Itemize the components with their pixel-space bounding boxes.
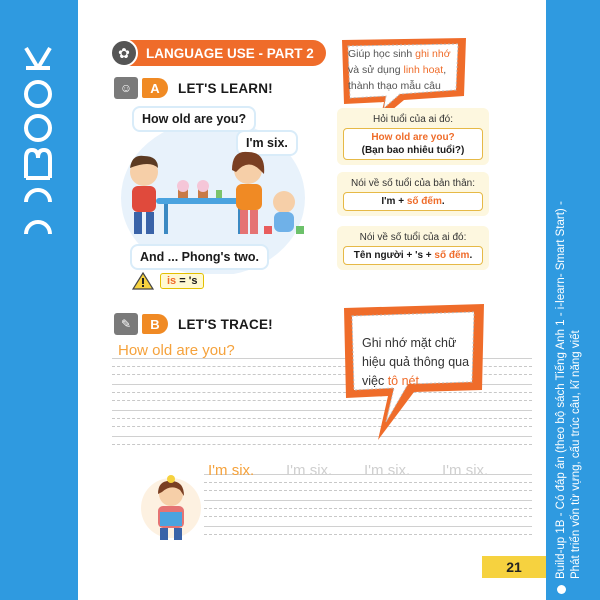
note-2-highlight: tô nét [387,374,419,388]
section-a-letter: A [142,78,168,98]
note-2-text [362,334,474,391]
banner-title: LANGUAGE USE - PART 2 [146,45,314,61]
trace-line [204,508,532,509]
side-caption-line2: Phát triển vốn từ vựng, cấu trúc câu, kĩ năng viết [570,330,582,579]
section-a-title: LET'S LEARN! [178,80,273,96]
trace-text-faded: I'm six. [286,462,333,479]
section-banner [112,40,326,66]
info-card-highlight: số đếm [434,250,470,261]
info-card-ask-age [337,108,489,165]
warning-icon [132,272,154,290]
info-card-content [343,192,483,211]
ccbook-logo [4,12,74,252]
speech-bubble-question: How old are you? [132,106,256,132]
hint-is: is [167,275,177,287]
section-a-heading [114,76,273,100]
note-1-highlight2: linh hoạt [403,64,444,76]
contraction-hint [132,272,204,290]
info-card-translation: (Bạn bao nhiêu tuổi?) [361,145,465,156]
page-number: 21 [482,556,546,578]
family-illustration [120,140,304,240]
note-1-part1: Giúp học sinh [348,48,416,60]
section-b-title: LET'S TRACE! [178,316,273,332]
hint-equals: = 's [176,275,198,287]
info-card-others-age [337,226,489,270]
trace-line [204,526,532,527]
info-card-content [343,246,483,265]
note-1-part3: , thành thạo mẫu câu [348,64,447,92]
info-card-question: How old are you? [371,132,455,143]
bullet-dot [557,585,566,594]
note-1-part2: và sử dụng [348,64,404,76]
info-card-content [343,128,483,160]
trace-line [204,516,532,517]
speech-bubble-phong: And ... Phong's two. [130,244,269,270]
girl-reading-illustration [138,468,204,544]
trace-line [204,482,532,483]
pencil-icon: ✎ [114,313,138,335]
left-brand-strip [0,0,78,600]
side-caption-line1: Build-up 1B - Có đáp án (theo bộ sách Tiếng Anh 1 - i-learn- Smart Start) - [555,201,567,579]
speech-bubble-answer: I'm six. [236,130,298,156]
people-icon: ☺ [114,77,138,99]
info-card-pattern: I'm + [381,196,407,207]
note-1-text [348,46,460,94]
info-card-highlight: số đếm [406,196,442,207]
section-b-letter: B [142,314,168,334]
trace-line [204,534,532,535]
note-1-highlight1: ghi nhớ [415,48,451,60]
note-2-part1: Ghi nhớ mặt chữ hiệu quả thông qua việc [362,336,470,388]
info-card-caption: Hỏi tuổi của ai đó: [372,114,454,125]
trace-text-faded: I'm six. [442,462,489,479]
info-card-caption: Nói về số tuổi của ai đó: [359,232,467,243]
trace-line [204,500,532,501]
side-caption [546,0,600,600]
trace-text-faded: I'm six. [364,462,411,479]
gear-icon: ✿ [110,39,138,67]
info-card-caption: Nói về số tuổi của bản thân: [351,178,475,189]
right-side-strip [546,0,600,600]
info-card-pattern: Tên người + 's + [353,250,435,261]
trace-text-answer: I'm six. [208,462,255,479]
trace-text-question: How old are you? [118,342,235,359]
trace-line [204,490,532,491]
info-card-own-age [337,172,489,216]
info-card-period: . [469,250,473,261]
section-b-heading [114,312,273,336]
hint-box [160,273,204,289]
info-card-period: . [441,196,445,207]
